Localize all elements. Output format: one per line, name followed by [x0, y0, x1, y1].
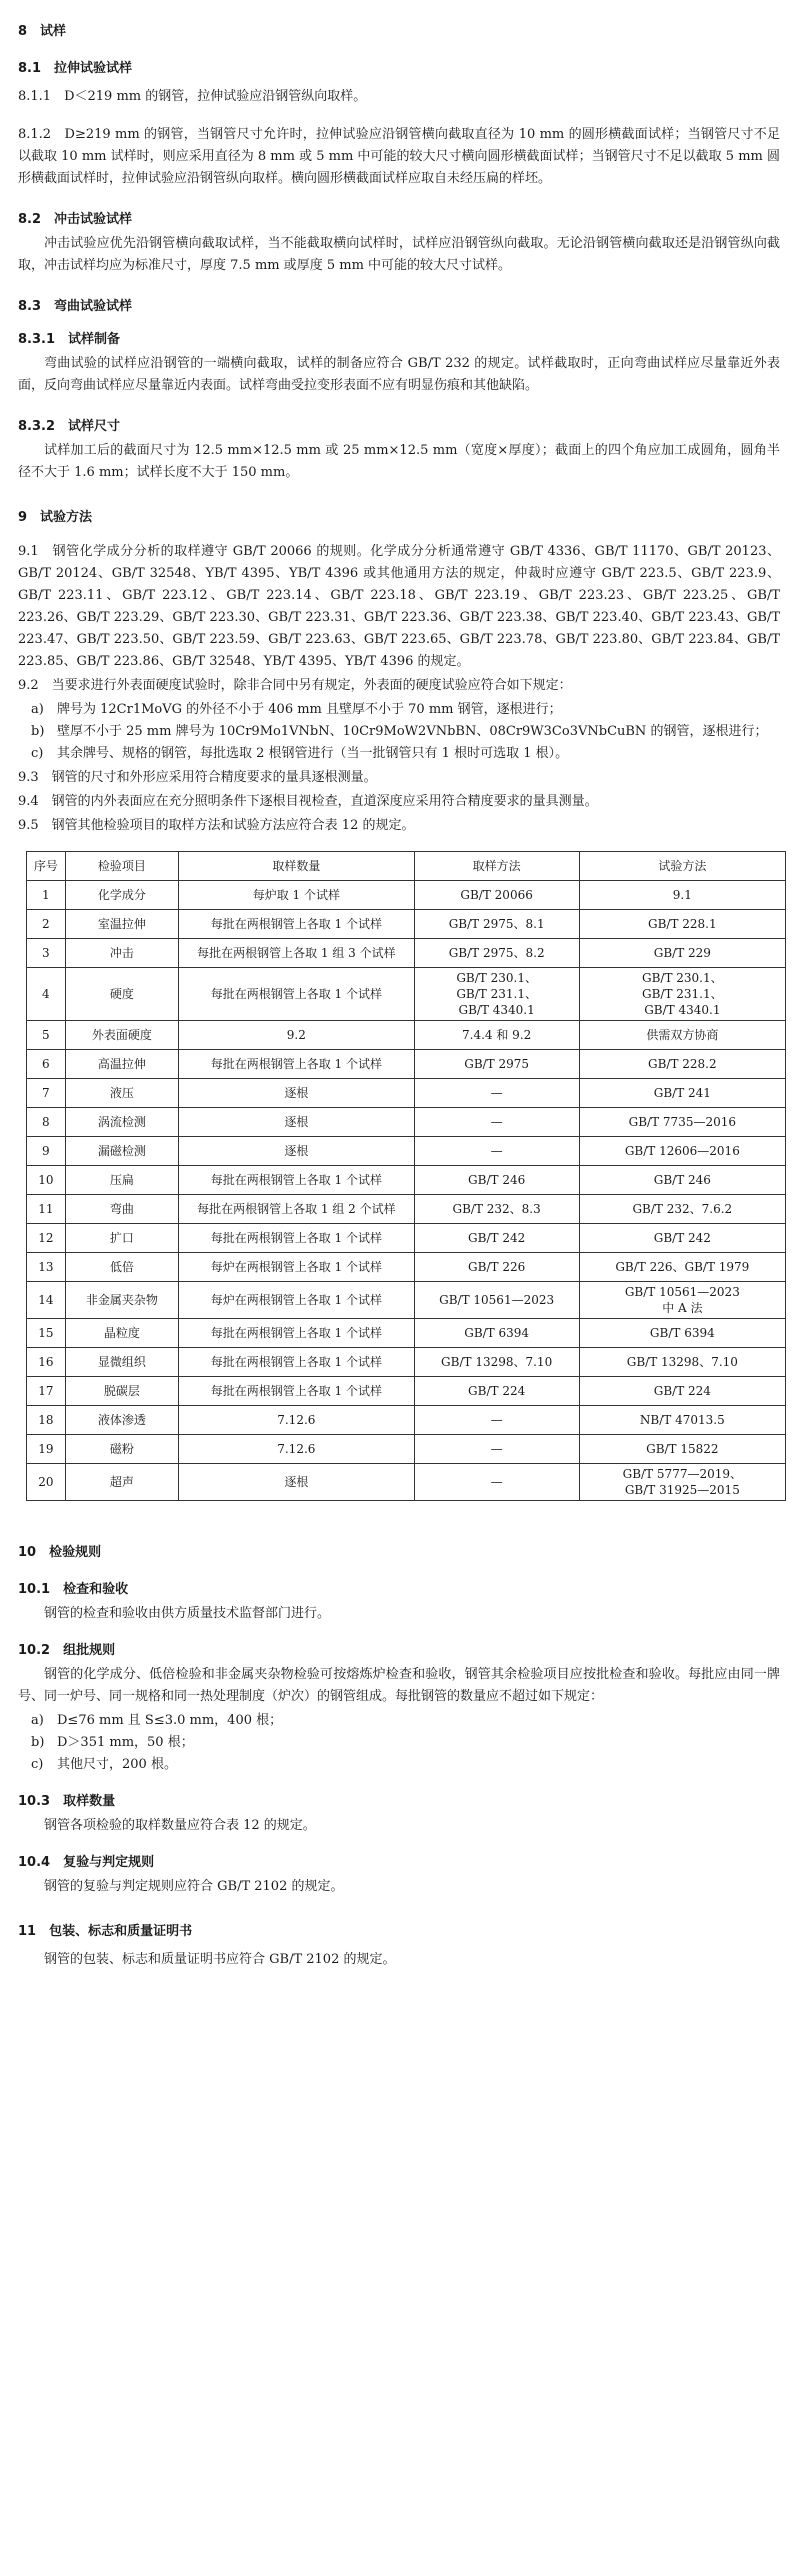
table-cell: 3	[27, 939, 66, 968]
table-cell: GB/T 5777—2019、 GB/T 31925—2015	[579, 1464, 785, 1501]
list-text: D≤76 mm 且 S≤3.0 mm，400 根；	[57, 1713, 283, 1728]
table-cell: 每批在两根钢管上各取 1 个试样	[179, 1319, 415, 1348]
table-cell: 压扁	[65, 1166, 178, 1195]
section-10-4-title: 10.4 复验与判定规则	[18, 1855, 155, 1870]
table-cell: 每批在两根钢管上各取 1 组 3 个试样	[179, 939, 415, 968]
table-cell: GB/T 2975	[414, 1050, 579, 1079]
section-8-3-title: 8.3 弯曲试验试样	[18, 299, 133, 314]
section-8-3-1-text: 弯曲试验的试样应沿钢管的一端横向截取，试样的制备应符合 GB/T 232 的规定。试样截取时，正向弯曲试样应尽量靠近外表面，反向弯曲试样应尽量靠近内表面。试样弯曲受拉变形表面不应有明显伤痕和其他缺陷。	[18, 356, 780, 393]
section-8	[18, 20, 780, 484]
section-10-4-text: 钢管的复验与判定规则应符合 GB/T 2102 的规定。	[44, 1879, 344, 1894]
table-cell: 每批在两根钢管上各取 1 个试样	[179, 1348, 415, 1377]
list-label: c)	[31, 746, 44, 761]
table-cell: GB/T 230.1、 GB/T 231.1、 GB/T 4340.1	[579, 968, 785, 1021]
table-cell: 每批在两根钢管上各取 1 个试样	[179, 968, 415, 1021]
table-cell: GB/T 232、7.6.2	[579, 1195, 785, 1224]
table-cell: GB/T 2975、8.1	[414, 910, 579, 939]
table-cell: 8	[27, 1108, 66, 1137]
section-10-2-text: 钢管的化学成分、低倍检验和非金属夹杂物检验可按熔炼炉检查和验收，钢管其余检验项目应按批检查和验收。每批应由同一牌号、同一炉号、同一规格和同一热处理制度（炉次）的钢管组成。每批钢管的数量应不超过如下规定：	[18, 1667, 780, 1704]
list-item	[18, 699, 780, 721]
table-cell: GB/T 13298、7.10	[579, 1348, 785, 1377]
header-cell: 取样数量	[179, 852, 415, 881]
table-row	[27, 1348, 786, 1377]
list-label: b)	[31, 724, 45, 739]
table-cell: 每批在两根钢管上各取 1 个试样	[179, 1377, 415, 1406]
table-cell: 6	[27, 1050, 66, 1079]
table-cell: GB/T 10561—2023	[414, 1282, 579, 1319]
table-cell: 每批在两根钢管上各取 1 个试样	[179, 1166, 415, 1195]
table-cell: GB/T 228.2	[579, 1050, 785, 1079]
table-row	[27, 1108, 786, 1137]
table-cell: 15	[27, 1319, 66, 1348]
table-row	[27, 1079, 786, 1108]
section-9-3: 9.3 钢管的尺寸和外形应采用符合精度要求的量具逐根测量。	[18, 770, 377, 785]
table-cell: 19	[27, 1435, 66, 1464]
table-cell: 每批在两根钢管上各取 1 个试样	[179, 1050, 415, 1079]
table-row	[27, 881, 786, 910]
section-10-3-text: 钢管各项检验的取样数量应符合表 12 的规定。	[44, 1818, 316, 1833]
table-cell: GB/T 228.1	[579, 910, 785, 939]
table-cell: NB/T 47013.5	[579, 1406, 785, 1435]
list-item	[18, 743, 780, 765]
table-cell: 7.12.6	[179, 1435, 415, 1464]
table-cell: 弯曲	[65, 1195, 178, 1224]
table-cell: 2	[27, 910, 66, 939]
list-item	[18, 721, 780, 743]
table-cell: 高温拉伸	[65, 1050, 178, 1079]
table-cell: —	[414, 1079, 579, 1108]
header-cell: 取样方法	[414, 852, 579, 881]
table-cell: GB/T 6394	[414, 1319, 579, 1348]
header-cell: 检验项目	[65, 852, 178, 881]
table-cell: —	[414, 1464, 579, 1501]
section-10-3-title: 10.3 取样数量	[18, 1794, 116, 1809]
table-cell: 9	[27, 1137, 66, 1166]
section-9-1: 9.1 钢管化学成分分析的取样遵守 GB/T 20066 的规则。化学成分分析通常遵守 GB/T 4336、GB/T 11170、GB/T 20123、GB/T 20124、GB/T 32548、YB/T 4395、YB/T 4396 或其他通用方法的规定，仲裁时应遵守 GB/T 223.5、GB/T 223.9、GB/T 223.11、GB/T 223.12、GB/T 223.14、GB/T 223.18、GB/T 223.19、GB/T 223.23、GB/T 223.25、GB/T 223.26、GB/T 223.29、GB/T 223.30、GB/T 223.31、GB/T 223.36、GB/T 223.38、GB/T 223.40、GB/T 223.43、GB/T 223.47、GB/T 223.50、GB/T 223.59、GB/T 223.63、GB/T 223.65、GB/T 223.78、GB/T 223.80、GB/T 223.84、GB/T 223.85、GB/T 223.86、GB/T 32548、YB/T 4395、YB/T 4396 的规定。	[18, 544, 780, 669]
section-10-title: 10 检验规则	[18, 1545, 102, 1560]
section-9	[18, 506, 780, 1501]
table-row	[27, 1319, 786, 1348]
table-row	[27, 1253, 786, 1282]
table-cell: GB/T 241	[579, 1079, 785, 1108]
table-cell: 外表面硬度	[65, 1021, 178, 1050]
list-text: 牌号为 12Cr1MoVG 的外径不小于 406 mm 且壁厚不小于 70 mm 钢管，逐根进行；	[57, 702, 562, 717]
table-cell: 冲击	[65, 939, 178, 968]
table-cell: 扩口	[65, 1224, 178, 1253]
table-cell: 每批在两根钢管上各取 1 个试样	[179, 1224, 415, 1253]
table-cell: 20	[27, 1464, 66, 1501]
list-label: c)	[31, 1757, 44, 1772]
table-cell: 13	[27, 1253, 66, 1282]
table-cell: 16	[27, 1348, 66, 1377]
table-row	[27, 968, 786, 1021]
table-cell: 4	[27, 968, 66, 1021]
table-cell: GB/T 242	[579, 1224, 785, 1253]
table-cell: 供需双方协商	[579, 1021, 785, 1050]
list-item	[18, 1710, 780, 1732]
table-cell: GB/T 20066	[414, 881, 579, 910]
table-cell: 磁粉	[65, 1435, 178, 1464]
table-cell: 逐根	[179, 1079, 415, 1108]
section-8-1-1: 8.1.1 D＜219 mm 的钢管，拉伸试验应沿钢管纵向取样。	[18, 89, 367, 104]
table-cell: 9.1	[579, 881, 785, 910]
table-cell: —	[414, 1137, 579, 1166]
table-row	[27, 1435, 786, 1464]
table-cell: GB/T 246	[414, 1166, 579, 1195]
header-cell: 序号	[27, 852, 66, 881]
table-cell: 每炉在两根钢管上各取 1 个试样	[179, 1282, 415, 1319]
section-8-3-2-title: 8.3.2 试样尺寸	[18, 419, 121, 434]
table-cell: 逐根	[179, 1108, 415, 1137]
table-cell: —	[414, 1108, 579, 1137]
table-cell: 18	[27, 1406, 66, 1435]
table-cell: GB/T 10561—2023 中 A 法	[579, 1282, 785, 1319]
table-cell: GB/T 229	[579, 939, 785, 968]
list-text: 其他尺寸，200 根。	[57, 1757, 177, 1772]
table-cell: GB/T 226、GB/T 1979	[579, 1253, 785, 1282]
table-cell: 逐根	[179, 1464, 415, 1501]
section-11-text: 钢管的包装、标志和质量证明书应符合 GB/T 2102 的规定。	[44, 1952, 396, 1967]
table-cell: 7	[27, 1079, 66, 1108]
table-cell: 化学成分	[65, 881, 178, 910]
section-8-1-title: 8.1 拉伸试验试样	[18, 61, 133, 76]
section-10-1-title: 10.1 检查和验收	[18, 1582, 129, 1597]
list-label: a)	[31, 702, 44, 717]
table-cell: 1	[27, 881, 66, 910]
list-text: 其余牌号、规格的钢管，每批选取 2 根钢管进行（当一批钢管只有 1 根时可选取 1 根）。	[57, 746, 569, 761]
table-cell: 液体渗透	[65, 1406, 178, 1435]
table-row	[27, 939, 786, 968]
section-8-2-title: 8.2 冲击试验试样	[18, 212, 133, 227]
list-text: D＞351 mm，50 根；	[57, 1735, 194, 1750]
table-cell: 7.4.4 和 9.2	[414, 1021, 579, 1050]
table-cell: 10	[27, 1166, 66, 1195]
table-cell: 7.12.6	[179, 1406, 415, 1435]
table-cell: 每批在两根钢管上各取 1 组 2 个试样	[179, 1195, 415, 1224]
table-cell: 每批在两根钢管上各取 1 个试样	[179, 910, 415, 939]
table-cell: —	[414, 1406, 579, 1435]
table-cell: GB/T 12606—2016	[579, 1137, 785, 1166]
section-11-title: 11 包装、标志和质量证明书	[18, 1924, 193, 1939]
table-cell: GB/T 224	[579, 1377, 785, 1406]
table-cell: 漏磁检测	[65, 1137, 178, 1166]
table-cell: 11	[27, 1195, 66, 1224]
table-row	[27, 1137, 786, 1166]
table-cell: GB/T 232、8.3	[414, 1195, 579, 1224]
table-cell: GB/T 6394	[579, 1319, 785, 1348]
table-row	[27, 1464, 786, 1501]
table-header-row	[27, 852, 786, 881]
list-label: b)	[31, 1735, 45, 1750]
table-cell: 显微组织	[65, 1348, 178, 1377]
section-8-2-text: 冲击试验应优先沿钢管横向截取试样，当不能截取横向试样时，试样应沿钢管纵向截取。无论沿钢管横向截取还是沿钢管纵向截取，冲击试样均应为标准尺寸，厚度 7.5 mm 或厚度 5 mm 中可能的较大尺寸试样。	[18, 236, 780, 273]
section-9-title: 9 试验方法	[18, 510, 93, 525]
table-cell: 14	[27, 1282, 66, 1319]
list-text: 壁厚不小于 25 mm 牌号为 10Cr9Mo1VNbN、10Cr9MoW2VNbBN、08Cr9W3Co3VNbCuBN 的钢管，逐根进行；	[57, 724, 768, 739]
list-label: a)	[31, 1713, 44, 1728]
table-cell: —	[414, 1435, 579, 1464]
table-cell: GB/T 246	[579, 1166, 785, 1195]
section-9-2-list	[18, 699, 780, 765]
table-row	[27, 1224, 786, 1253]
table-cell: 12	[27, 1224, 66, 1253]
table-cell: 9.2	[179, 1021, 415, 1050]
table-cell: GB/T 7735—2016	[579, 1108, 785, 1137]
header-cell: 试验方法	[579, 852, 785, 881]
section-8-3-1-title: 8.3.1 试样制备	[18, 332, 121, 347]
table-cell: 17	[27, 1377, 66, 1406]
table-cell: 5	[27, 1021, 66, 1050]
section-9-2: 9.2 当要求进行外表面硬度试验时，除非合同中另有规定，外表面的硬度试验应符合如下规定：	[18, 678, 572, 693]
section-9-4: 9.4 钢管的内外表面应在充分照明条件下逐根目视检查，直道深度应采用符合精度要求的量具测量。	[18, 794, 598, 809]
table-12	[26, 851, 786, 1501]
section-8-3-2-text: 试样加工后的截面尺寸为 12.5 mm×12.5 mm 或 25 mm×12.5 mm（宽度×厚度）；截面上的四个角应加工成圆角，圆角半径不大于 1.6 mm；试样长度不大于 150 mm。	[18, 443, 780, 480]
table-cell: 每炉在两根钢管上各取 1 个试样	[179, 1253, 415, 1282]
table-cell: 涡流检测	[65, 1108, 178, 1137]
table-cell: 低倍	[65, 1253, 178, 1282]
table-row	[27, 910, 786, 939]
table-cell: GB/T 242	[414, 1224, 579, 1253]
table-cell: 晶粒度	[65, 1319, 178, 1348]
section-10-2-title: 10.2 组批规则	[18, 1643, 116, 1658]
table-cell: 逐根	[179, 1137, 415, 1166]
table-cell: GB/T 226	[414, 1253, 579, 1282]
section-10-1-text: 钢管的检查和验收由供方质量技术监督部门进行。	[44, 1606, 331, 1621]
section-9-5: 9.5 钢管其他检验项目的取样方法和试验方法应符合表 12 的规定。	[18, 818, 415, 833]
table-cell: 超声	[65, 1464, 178, 1501]
table-cell: 硬度	[65, 968, 178, 1021]
table-row	[27, 1282, 786, 1319]
table-row	[27, 1406, 786, 1435]
section-8-title: 8 试样	[18, 24, 67, 39]
table-cell: GB/T 224	[414, 1377, 579, 1406]
table-row	[27, 1021, 786, 1050]
section-11	[18, 1920, 780, 1971]
table-row	[27, 1377, 786, 1406]
table-row	[27, 1050, 786, 1079]
table-body	[27, 881, 786, 1501]
table-cell: 液压	[65, 1079, 178, 1108]
table-cell: GB/T 15822	[579, 1435, 785, 1464]
table-cell: GB/T 230.1、 GB/T 231.1、 GB/T 4340.1	[414, 968, 579, 1021]
table-cell: 每炉取 1 个试样	[179, 881, 415, 910]
list-item	[18, 1754, 780, 1776]
table-cell: 脱碳层	[65, 1377, 178, 1406]
section-10-2-list	[18, 1710, 780, 1776]
table-cell: GB/T 2975、8.2	[414, 939, 579, 968]
table-cell: 室温拉伸	[65, 910, 178, 939]
section-10	[18, 1541, 780, 1898]
table-row	[27, 1166, 786, 1195]
table-cell: 非金属夹杂物	[65, 1282, 178, 1319]
table-cell: GB/T 13298、7.10	[414, 1348, 579, 1377]
list-item	[18, 1732, 780, 1754]
table-row	[27, 1195, 786, 1224]
section-8-1-2: 8.1.2 D≥219 mm 的钢管，当钢管尺寸允许时，拉伸试验应沿钢管横向截取直径为 10 mm 的圆形横截面试样；当钢管尺寸不足以截取 10 mm 试样时，则应采用直径为 8 mm 或 5 mm 中可能的较大尺寸横向圆形横截面试样；当钢管尺寸不足以截取 5 mm 圆形横截面试样时，拉伸试验应沿钢管纵向取样。横向圆形横截面试样应取自未经压扁的样坯。	[18, 127, 780, 186]
